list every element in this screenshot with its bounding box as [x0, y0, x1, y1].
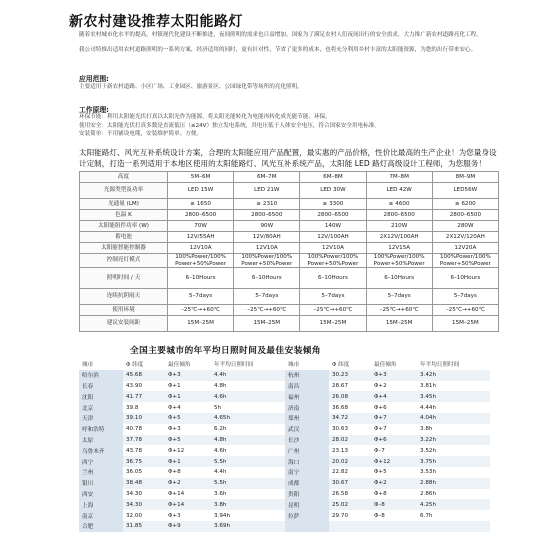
- cities-header-cell: Φ 纬度: [123, 359, 165, 370]
- cities-cell: 30.63: [329, 424, 371, 435]
- spec-cell: 5–7days: [366, 289, 432, 305]
- application-heading: 应用范围:: [79, 75, 109, 83]
- cities-header-cell: 年平均日照时间: [211, 359, 285, 370]
- spec-row-label: 太阳能组件功率 (W): [80, 221, 168, 232]
- spec-cell: –25℃→+60℃: [432, 305, 498, 316]
- cities-cell: 5.5h: [211, 478, 285, 489]
- cities-cell: 5.5h: [211, 456, 285, 467]
- cities-cell: 3.52h: [417, 445, 490, 456]
- city-name: 广州: [285, 445, 329, 456]
- spec-row-label: 建议安装间距: [80, 316, 168, 332]
- spec-cell: ≥ 3300: [300, 199, 366, 210]
- spec-cell: –25℃→+60℃: [366, 305, 432, 316]
- cities-cell: Φ+9: [165, 521, 211, 532]
- spec-cell: 2800–6500: [300, 210, 366, 221]
- spec-cell: 12V20A: [432, 243, 498, 254]
- spec-cell: 12V10A: [234, 243, 300, 254]
- cities-row: [79, 381, 490, 392]
- cities-cell: 37.78: [123, 435, 165, 446]
- spec-cell: LED 15W: [168, 183, 234, 199]
- cities-cell: Φ+4: [165, 402, 211, 413]
- cities-header-cell: 城市: [79, 359, 123, 370]
- cities-cell: 28.02: [329, 435, 371, 446]
- spec-cell: 6–10Hours: [366, 268, 432, 289]
- spec-cell: –25℃→+60℃: [168, 305, 234, 316]
- cities-cell: Φ+5: [165, 435, 211, 446]
- cities-cell: 3.94h: [211, 510, 285, 521]
- cities-cell: [417, 521, 490, 532]
- spec-cell: 2800–6500: [168, 210, 234, 221]
- cities-cell: Φ+2: [371, 478, 417, 489]
- cities-cell: 3.8h: [417, 424, 490, 435]
- cities-cell: 3.6h: [211, 489, 285, 500]
- spec-row: [80, 221, 499, 232]
- spec-row-label: 色温 K: [80, 210, 168, 221]
- cities-cell: 4.8h: [211, 381, 285, 392]
- principle-heading: 工作原理:: [79, 106, 109, 114]
- spec-row: [80, 254, 499, 268]
- city-name: 拉萨: [285, 510, 329, 521]
- cities-row: [79, 478, 490, 489]
- cities-cell: 3.53h: [417, 467, 490, 478]
- cities-cell: 26.08: [329, 391, 371, 402]
- city-name: 长春: [79, 381, 123, 392]
- cities-cell: Φ+14: [165, 499, 211, 510]
- principle-text: [79, 113, 499, 139]
- cities-cell: 22.82: [329, 467, 371, 478]
- cities-cell: 38.48: [123, 478, 165, 489]
- application-text: 主要适用于新农村道路、小区广场、工业园区、旅游景区、公园绿化带等场所的亮化照明。: [79, 84, 303, 90]
- spec-cell: 7M–8M: [366, 172, 432, 183]
- cities-cell: 3.42h: [417, 370, 490, 381]
- spec-cell: 140W: [300, 221, 366, 232]
- cities-cell: 4.6h: [211, 445, 285, 456]
- cities-cell: Φ+3: [371, 370, 417, 381]
- cities-cell: 6.7h: [417, 510, 490, 521]
- cities-cell: 45.68: [123, 370, 165, 381]
- spec-row: [80, 243, 499, 254]
- spec-cell: 2800–6500: [366, 210, 432, 221]
- cities-cell: 3.69h: [211, 521, 285, 532]
- spec-row-label: 光源类型及功率: [80, 183, 168, 199]
- spec-cell: 100%Power/100% Power+50%Power: [168, 254, 234, 268]
- cities-cell: Φ+3: [165, 424, 211, 435]
- cities-cell: 34.30: [123, 489, 165, 500]
- service-intro: 太阳能路灯、风光互补系统设计方案，合理的太阳能应用产品配置，最实惠的产品价格，性价比最高的生产企业！为您量身设计定制，打造一系列适用于本地区使用的太阳能路灯、风光互补系统产品，太阳能 LED 路灯高级设计工程师，为您服务！: [79, 148, 497, 168]
- spec-cell: 15M–25M: [234, 316, 300, 332]
- spec-cell: 12V10A: [300, 243, 366, 254]
- spec-cell: 5–7days: [168, 289, 234, 305]
- cities-table-title: 全国主要城市的年平均日照时间及最佳安装倾角: [130, 346, 321, 356]
- spec-cell: 100%Power/100% Power+50%Power: [234, 254, 300, 268]
- cities-cell: 34.30: [123, 499, 165, 510]
- spec-row-label: 光通量 (LM): [80, 199, 168, 210]
- spec-cell: –25℃→+60℃: [300, 305, 366, 316]
- cities-cell: 29.70: [329, 510, 371, 521]
- cities-cell: 30.23: [329, 370, 371, 381]
- city-name: 杭州: [285, 370, 329, 381]
- city-name: 贵阳: [285, 489, 329, 500]
- cities-row: [79, 467, 490, 478]
- cities-cell: Φ+6: [371, 402, 417, 413]
- spec-cell: 15M–25M: [366, 316, 432, 332]
- cities-cell: 4.25h: [417, 499, 490, 510]
- spec-row-label: 连续抗阴雨天: [80, 289, 168, 305]
- cities-cell: 32.00: [123, 510, 165, 521]
- page-title: 新农村建设推荐太阳能路灯: [69, 14, 243, 30]
- city-name: 济南: [285, 402, 329, 413]
- cities-cell: 23.13: [329, 445, 371, 456]
- cities-row: [79, 521, 490, 532]
- spec-cell: 90W: [234, 221, 300, 232]
- city-name: 乌鲁木齐: [79, 445, 123, 456]
- city-name: 西安: [79, 489, 123, 500]
- cities-cell: Φ+2: [371, 381, 417, 392]
- cities-header-row: [79, 359, 490, 370]
- city-name: 南昌: [285, 381, 329, 392]
- city-name: 沈阳: [79, 391, 123, 402]
- cities-cell: Φ–7: [371, 445, 417, 456]
- spec-cell: ≥ 1650: [168, 199, 234, 210]
- spec-cell: 5–7days: [234, 289, 300, 305]
- cities-cell: 40.78: [123, 424, 165, 435]
- cities-header-cell: 最佳倾角: [371, 359, 417, 370]
- spec-cell: 70W: [168, 221, 234, 232]
- cities-cell: 4.44h: [417, 402, 490, 413]
- cities-cell: 20.02: [329, 456, 371, 467]
- cities-cell: Φ+4: [371, 391, 417, 402]
- cities-row: [79, 413, 490, 424]
- spec-row-label: 高度: [80, 172, 168, 183]
- spec-cell: 12V/100AH: [300, 232, 366, 243]
- cities-cell: Φ–8: [371, 499, 417, 510]
- cities-cell: 34.72: [329, 413, 371, 424]
- cities-cell: [329, 521, 371, 532]
- cities-cell: Φ+12: [165, 445, 211, 456]
- spec-cell: 5–7days: [432, 289, 498, 305]
- cities-cell: Φ+14: [165, 489, 211, 500]
- spec-cell: 6–10Hours: [234, 268, 300, 289]
- city-name: 哈尔滨: [79, 370, 123, 381]
- intro-paragraph-1: 随着农村城市化水平的提高，村镇现代化建设不断推进，夜间照明的需求也日益增加。国家为了满足农村人们夜间出行的安全需求，大力推广新农村道路亮化工程。: [79, 32, 482, 38]
- cities-header-cell: 年平均日照时间: [417, 359, 490, 370]
- spec-row-label: 太阳能智能控制器: [80, 243, 168, 254]
- city-name: 福州: [285, 391, 329, 402]
- spec-row: [80, 232, 499, 243]
- cities-cell: 3.81h: [417, 381, 490, 392]
- cities-row: [79, 489, 490, 500]
- spec-cell: 100%Power/100% Power+50%Power: [300, 254, 366, 268]
- city-name: 太原: [79, 435, 123, 446]
- city-name: 南宁: [285, 467, 329, 478]
- spec-cell: 6–10Hours: [432, 268, 498, 289]
- cities-cell: Φ+8: [371, 489, 417, 500]
- cities-cell: 3.45h: [417, 391, 490, 402]
- city-name: 昆明: [285, 499, 329, 510]
- city-name: 成都: [285, 478, 329, 489]
- cities-row: [79, 391, 490, 402]
- cities-cell: Φ+7: [371, 424, 417, 435]
- cities-cell: 43.78: [123, 445, 165, 456]
- spec-cell: 6–10Hours: [168, 268, 234, 289]
- cities-cell: Φ+12: [371, 456, 417, 467]
- city-name: 武汉: [285, 424, 329, 435]
- spec-row: [80, 199, 499, 210]
- cities-cell: 36.68: [329, 402, 371, 413]
- spec-cell: 6–10Hours: [300, 268, 366, 289]
- cities-row: [79, 370, 490, 381]
- spec-row: [80, 210, 499, 221]
- cities-cell: 39.10: [123, 413, 165, 424]
- cities-cell: Φ+1: [165, 456, 211, 467]
- cities-cell: 41.77: [123, 391, 165, 402]
- spec-header-row: [80, 172, 499, 183]
- cities-cell: 4.6h: [211, 391, 285, 402]
- cities-header-cell: Φ 纬度: [329, 359, 371, 370]
- city-name: 海口: [285, 456, 329, 467]
- spec-cell: 100%Power/100% Power+50%Power: [366, 254, 432, 268]
- cities-cell: 28.67: [329, 381, 371, 392]
- city-name: 西宁: [79, 456, 123, 467]
- cities-cell: 4.4h: [211, 370, 285, 381]
- cities-cell: 3.75h: [417, 456, 490, 467]
- city-name: 南京: [79, 510, 123, 521]
- spec-cell: 12V15A: [366, 243, 432, 254]
- spec-cell: ≥ 4600: [366, 199, 432, 210]
- spec-cell: 2800–6500: [432, 210, 498, 221]
- cities-row: [79, 510, 490, 521]
- spec-cell: 15M–25M: [300, 316, 366, 332]
- cities-cell: 25.02: [329, 499, 371, 510]
- city-name: 天津: [79, 413, 123, 424]
- spec-cell: LED 42W: [366, 183, 432, 199]
- spec-cell: 15M–25M: [432, 316, 498, 332]
- spec-cell: 5–7days: [300, 289, 366, 305]
- cities-cell: Φ–8: [371, 510, 417, 521]
- city-name: 兰州: [79, 467, 123, 478]
- cities-row: [79, 402, 490, 413]
- cities-cell: 4.04h: [417, 413, 490, 424]
- spec-row: [80, 289, 499, 305]
- cities-cell: 36.05: [123, 467, 165, 478]
- cities-cell: 6.2h: [211, 424, 285, 435]
- spec-cell: LED 21W: [234, 183, 300, 199]
- spec-row-label: 控制亮灯模式: [80, 254, 168, 268]
- spec-row: [80, 268, 499, 289]
- cities-cell: 2.86h: [417, 489, 490, 500]
- cities-cell: 3.8h: [211, 499, 285, 510]
- cities-cell: 31.85: [123, 521, 165, 532]
- spec-cell: 210W: [366, 221, 432, 232]
- spec-row-label: 照明时间 / 天: [80, 268, 168, 289]
- city-name: 银川: [79, 478, 123, 489]
- spec-cell: ≥ 6200: [432, 199, 498, 210]
- spec-cell: 100%Power/100% Power+50%Power: [432, 254, 498, 268]
- cities-row: [79, 445, 490, 456]
- cities-cell: 4.65h: [211, 413, 285, 424]
- intro-paragraph-2: 我公司特推出适用农村道路照明的一系列方案，经济适用的同时，更有针对性，节省了更多的成本，也将充分利用乡村丰富的太阳能资源，为您的出行带来安心。: [79, 47, 477, 53]
- spec-cell: 12V/80AH: [234, 232, 300, 243]
- spec-cell: 2X12V/100AH: [366, 232, 432, 243]
- spec-cell: 2800–6500: [234, 210, 300, 221]
- cities-header-cell: 最佳倾角: [165, 359, 211, 370]
- spec-cell: 12V10A: [168, 243, 234, 254]
- spec-cell: 280W: [432, 221, 498, 232]
- city-name: 北京: [79, 402, 123, 413]
- cities-cell: 3.22h: [417, 435, 490, 446]
- cities-cell: Φ+3: [165, 510, 211, 521]
- cities-cell: Φ+3: [165, 370, 211, 381]
- spec-cell: LED56W: [432, 183, 498, 199]
- cities-cell: Φ+6: [371, 435, 417, 446]
- city-name: 呼和浩特: [79, 424, 123, 435]
- cities-table: [79, 359, 490, 532]
- spec-cell: ≥ 2310: [234, 199, 300, 210]
- spec-cell: 6M–7M: [234, 172, 300, 183]
- city-name: 上海: [79, 499, 123, 510]
- city-name: 郑州: [285, 413, 329, 424]
- cities-cell: Φ+8: [165, 467, 211, 478]
- cities-row: [79, 424, 490, 435]
- spec-cell: LED 30W: [300, 183, 366, 199]
- cities-cell: 30.67: [329, 478, 371, 489]
- spec-cell: 12V/55AH: [168, 232, 234, 243]
- spec-table: [79, 171, 499, 332]
- cities-row: [79, 456, 490, 467]
- cities-cell: Φ+5: [371, 467, 417, 478]
- cities-cell: Φ+1: [165, 381, 211, 392]
- cities-row: [79, 499, 490, 510]
- cities-cell: 4.8h: [211, 435, 285, 446]
- city-name: 长沙: [285, 435, 329, 446]
- principle-line: 使用安全：太阳能光伏打真多数是直流低压（≤24V）独立发电系统，其电压低于人体安全电压，符合国家安全用电标准。: [79, 122, 380, 129]
- cities-cell: Φ+5: [165, 413, 211, 424]
- cities-cell: 39.8: [123, 402, 165, 413]
- spec-cell: 5M–6M: [168, 172, 234, 183]
- spec-cell: 6M–8M: [300, 172, 366, 183]
- spec-cell: 15M–25M: [168, 316, 234, 332]
- cities-row: [79, 435, 490, 446]
- spec-row-label: 蓄电池: [80, 232, 168, 243]
- cities-cell: Φ+1: [165, 391, 211, 402]
- cities-cell: 5h: [211, 402, 285, 413]
- cities-cell: Φ+7: [371, 413, 417, 424]
- spec-row: [80, 316, 499, 332]
- spec-cell: –25℃→+60℃: [234, 305, 300, 316]
- spec-row: [80, 305, 499, 316]
- spec-cell: 8M–9M: [432, 172, 498, 183]
- cities-header-cell: 城市: [285, 359, 329, 370]
- principle-line: 环保节能：利用太阳能光伏打真以太阳光作为能源，将太阳光能转化为电能再转化成光能节能、环保。: [79, 114, 331, 120]
- city-name: 合肥: [79, 521, 123, 532]
- cities-cell: 2.88h: [417, 478, 490, 489]
- cities-cell: Φ+2: [165, 478, 211, 489]
- cities-cell: 26.58: [329, 489, 371, 500]
- cities-cell: 43.90: [123, 381, 165, 392]
- principle-line: 安装简单：不用铺设电缆，安装维护简单、方便。: [79, 131, 203, 137]
- cities-cell: 4.4h: [211, 467, 285, 478]
- spec-row: [80, 183, 499, 199]
- cities-cell: 36.75: [123, 456, 165, 467]
- cities-cell: [371, 521, 417, 532]
- spec-row-label: 使用环境: [80, 305, 168, 316]
- spec-cell: 2X12V/120AH: [432, 232, 498, 243]
- city-name: [285, 521, 329, 532]
